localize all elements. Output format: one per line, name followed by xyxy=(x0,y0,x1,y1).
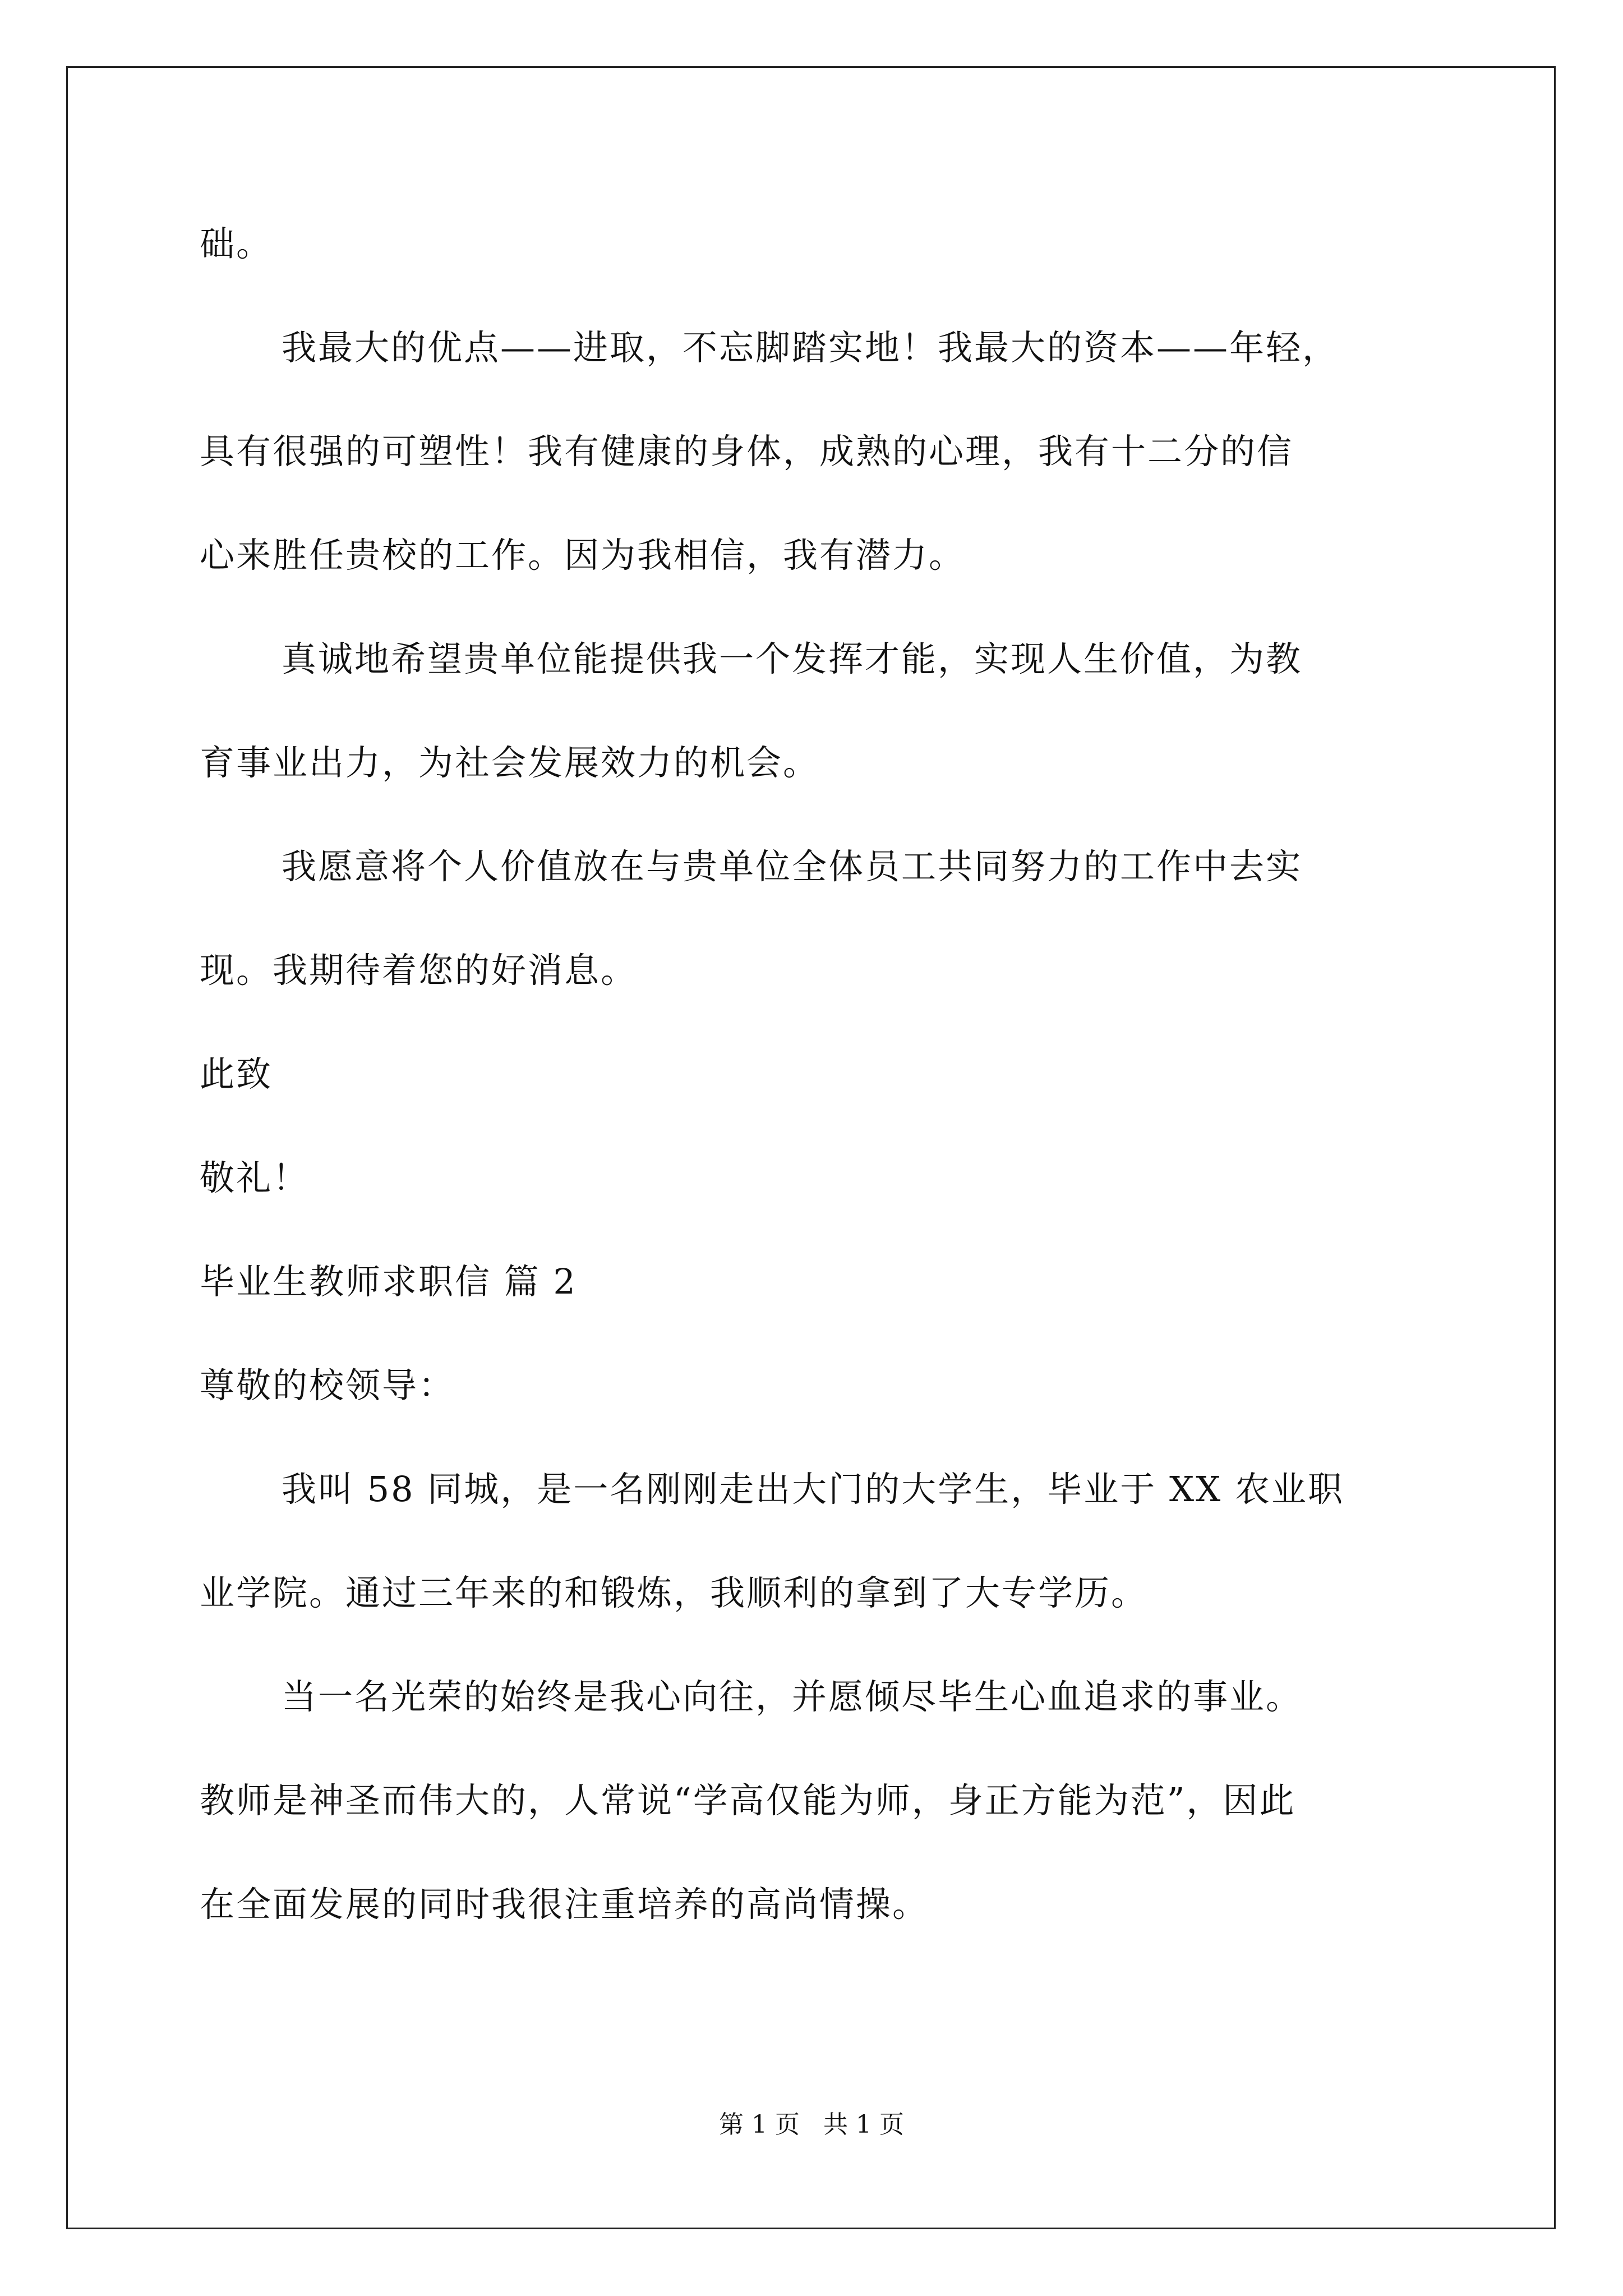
page-footer: 第 1 页 共 1 页 xyxy=(719,2110,904,2139)
closing-salutation: 此致 xyxy=(200,1053,273,1094)
body-line-9: 我叫 58 同城，是一名刚刚走出大门的大学生，毕业于 XX 农业职 xyxy=(282,1469,1345,1510)
closing-regards: 敬礼！ xyxy=(200,1157,310,1198)
body-line-3: 具有很强的可塑性！我有健康的身体，成熟的心理，我有十二分的信 xyxy=(200,431,1294,472)
body-line-1: 础。 xyxy=(200,223,273,264)
body-line-6: 育事业出力，为社会发展效力的机会。 xyxy=(200,742,820,783)
body-line-7: 我愿意将个人价值放在与贵单位全体员工共同努力的工作中去实 xyxy=(282,846,1303,887)
body-line-11: 当一名光荣的始终是我心向往，并愿倾尽毕生心血追求的事业。 xyxy=(282,1676,1303,1717)
greeting: 尊敬的校领导： xyxy=(200,1365,455,1406)
body-line-4: 心来胜任贵校的工作。因为我相信，我有潜力。 xyxy=(200,535,966,576)
body-line-10: 业学院。通过三年来的和锻炼，我顺利的拿到了大专学历。 xyxy=(200,1572,1148,1613)
body-line-8: 现。我期待着您的好消息。 xyxy=(200,950,638,991)
section-title: 毕业生教师求职信 篇 2 xyxy=(200,1261,577,1302)
body-line-12: 教师是神圣而伟大的，人常说“学高仅能为师，身正方能为范”，因此 xyxy=(200,1780,1296,1821)
body-line-13: 在全面发展的同时我很注重培养的高尚情操。 xyxy=(200,1884,929,1925)
body-line-2: 我最大的优点——进取，不忘脚踏实地！我最大的资本——年轻， xyxy=(282,327,1339,368)
body-line-5: 真诚地希望贵单位能提供我一个发挥才能，实现人生价值，为教 xyxy=(282,638,1303,679)
